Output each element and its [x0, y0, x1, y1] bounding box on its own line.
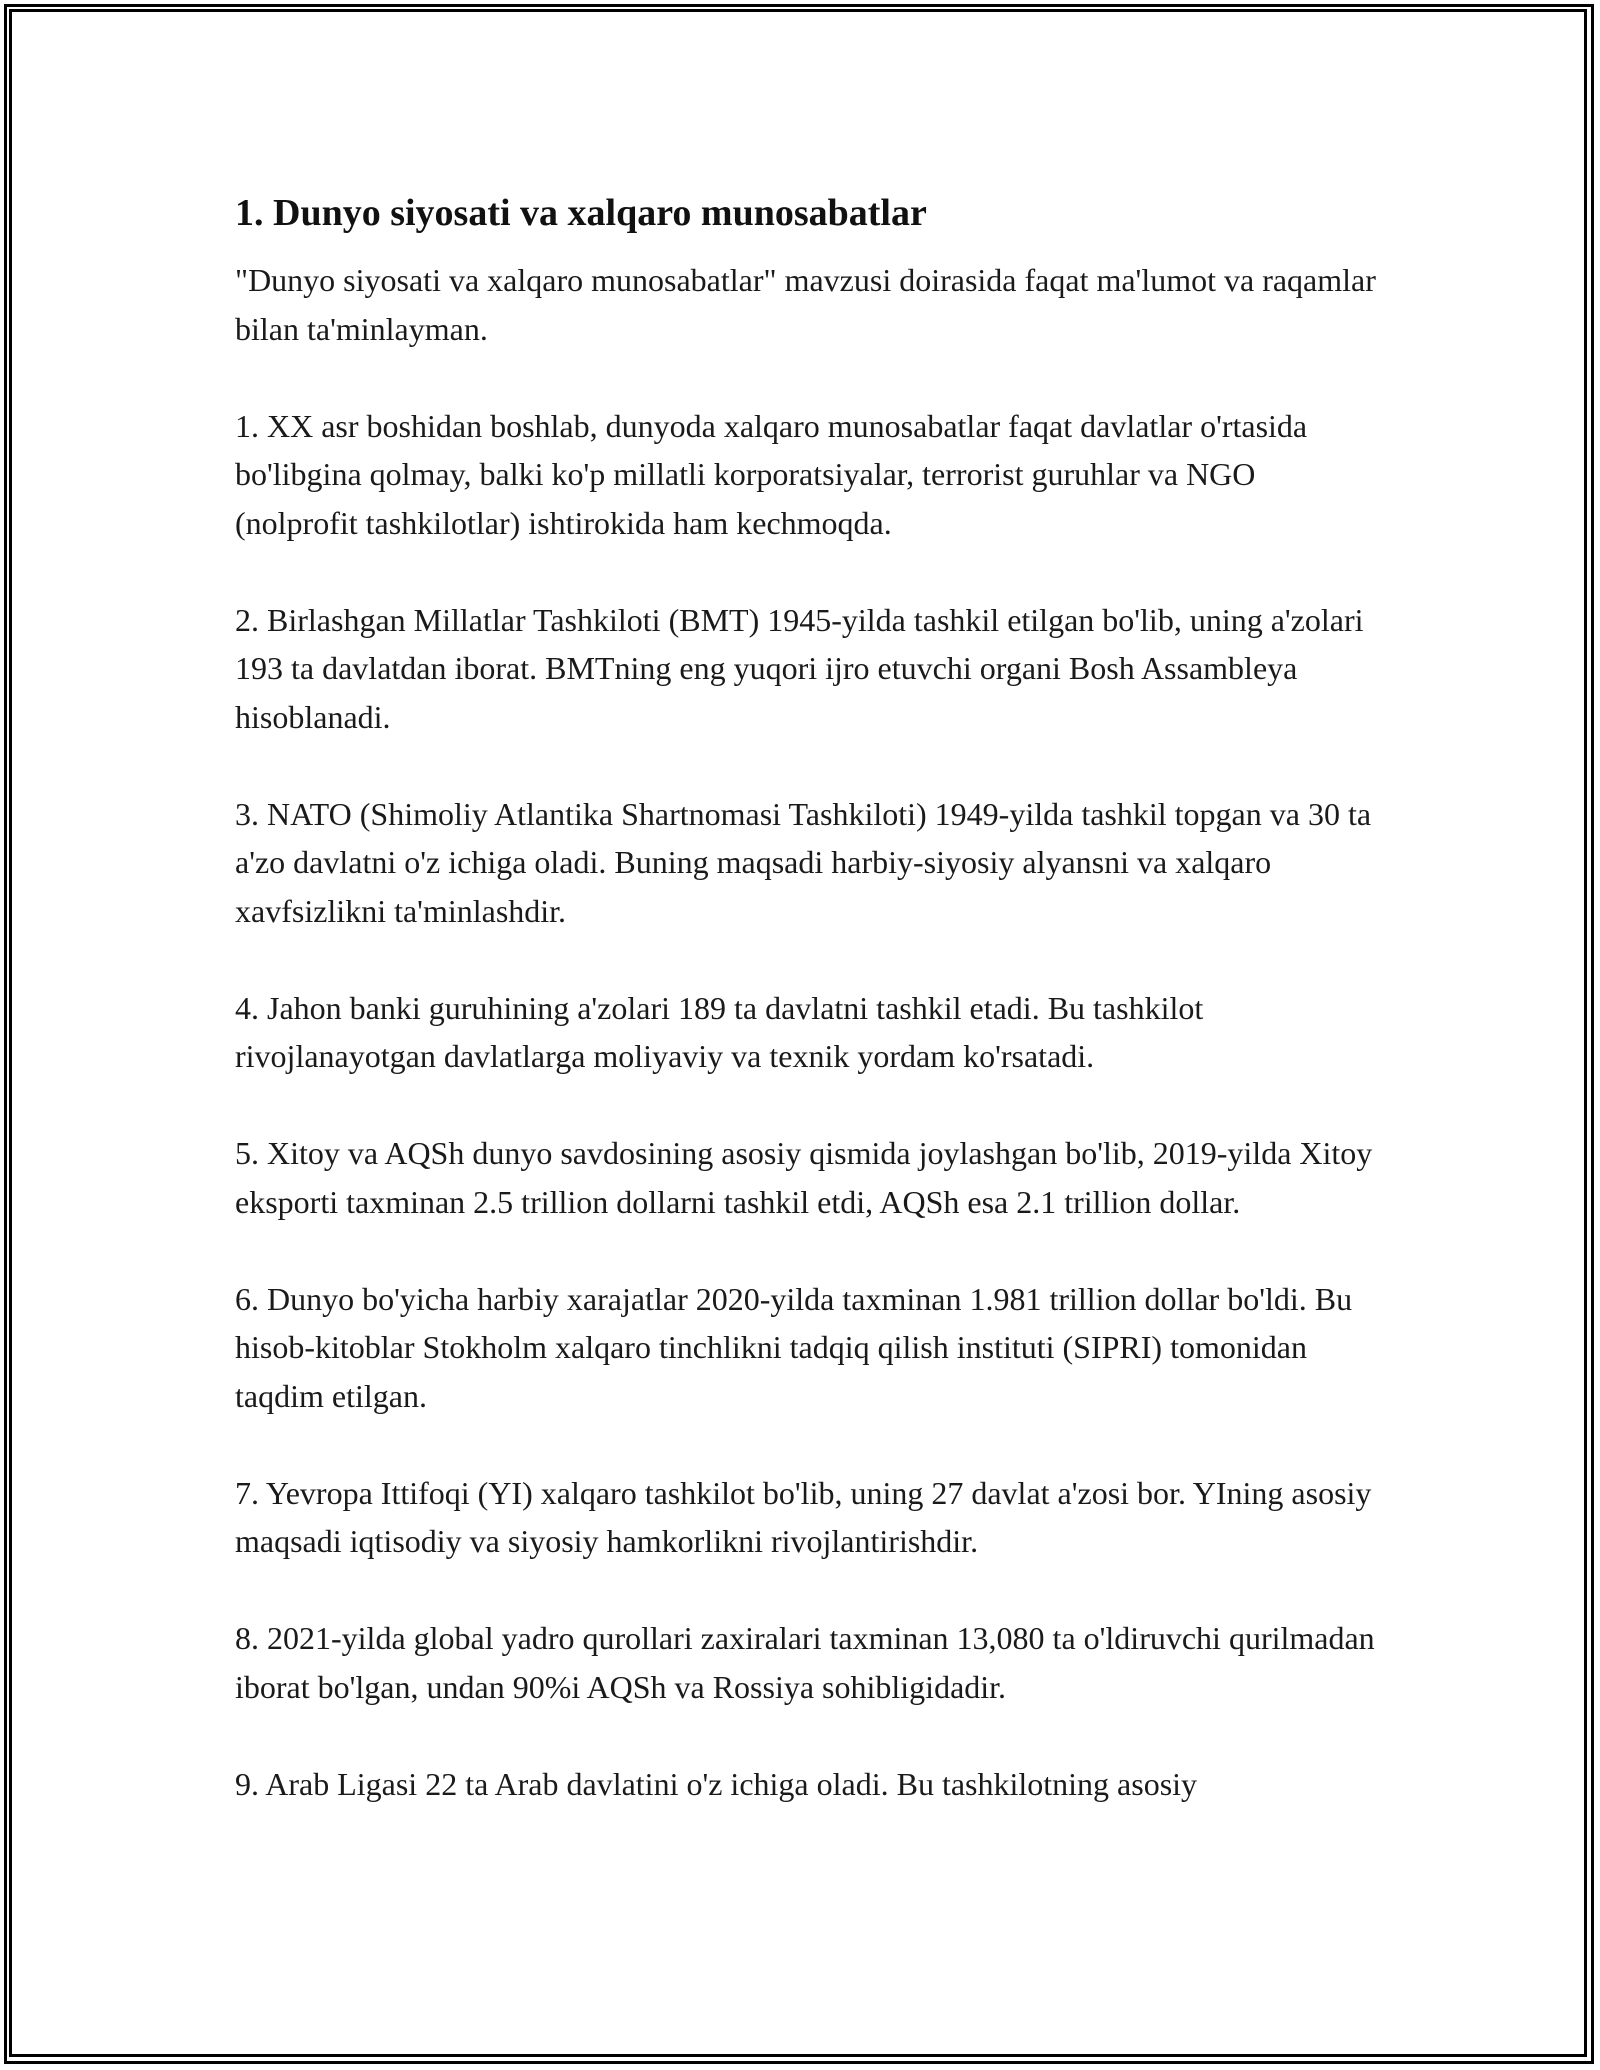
list-item: 1. XX asr boshidan boshlab, dunyoda xalqaro munosabatlar faqat davlatlar o'rtasida bo'libgina qolmay, balki ko'p millatli korporatsiyalar, terrorist guruhlar va NGO (nolprofit tashkilotlar) ishtirokida ham kechmoqda. — [235, 407, 1308, 541]
list-item: 8. 2021-yilda global yadro qurollari zaxiralari taxminan 13,080 ta o'ldiruvchi qurilmadan iborat bo'lgan, undan 90%i AQSh va Rossiya sohibligidadir. — [235, 1620, 1375, 1705]
list-item: 3. NATO (Shimoliy Atlantika Shartnomasi Tashkiloti) 1949-yilda tashkil topgan va 30 ta a'zo davlatni o'z ichiga oladi. Buning maqsadi harbiy-siyosiy alyansni va xalqaro xavfsizlikni ta'minlashdir. — [235, 795, 1372, 929]
intro-paragraph: "Dunyo siyosati va xalqaro munosabatlar" mavzusi doirasida faqat ma'lumot va raqamlar bilan ta'minlayman. — [235, 262, 1376, 347]
list-item: 4. Jahon banki guruhining a'zolari 189 ta davlatni tashkil etadi. Bu tashkilot rivojlanayotgan davlatlarga moliyaviy va texnik yordam ko'rsatadi. — [235, 989, 1204, 1074]
list-item: 5. Xitoy va AQSh dunyo savdosining asosiy qismida joylashgan bo'lib, 2019-yilda Xitoy eksporti taxminan 2.5 trillion dollarni tashkil etdi, AQSh esa 2.1 trillion dollar. — [235, 1135, 1373, 1220]
document-body — [235, 188, 1385, 1857]
list-item: 6. Dunyo bo'yicha harbiy xarajatlar 2020-yilda taxminan 1.981 trillion dollar bo'ldi. Bu hisob-kitoblar Stokholm xalqaro tinchlikni tadqiq qilish instituti (SIPRI) tomonidan taqdim etilgan. — [235, 1280, 1353, 1414]
list-item: 9. Arab Ligasi 22 ta Arab davlatini o'z ichiga oladi. Bu tashkilotning asosiy — [235, 1765, 1198, 1802]
document-title: 1. Dunyo siyosati va xalqaro munosabatlar — [235, 192, 927, 234]
list-item: 7. Yevropa Ittifoqi (YI) xalqaro tashkilot bo'lib, uning 27 davlat a'zosi bor. YIning asosiy maqsadi iqtisodiy va siyosiy hamkorlikni rivojlantirishdir. — [235, 1474, 1372, 1559]
list-item: 2. Birlashgan Millatlar Tashkiloti (BMT) 1945-yilda tashkil etilgan bo'lib, uning a'zolari 193 ta davlatdan iborat. BMTning eng yuqori ijro etuvchi organi Bosh Assambleya hisoblanadi. — [235, 601, 1364, 735]
